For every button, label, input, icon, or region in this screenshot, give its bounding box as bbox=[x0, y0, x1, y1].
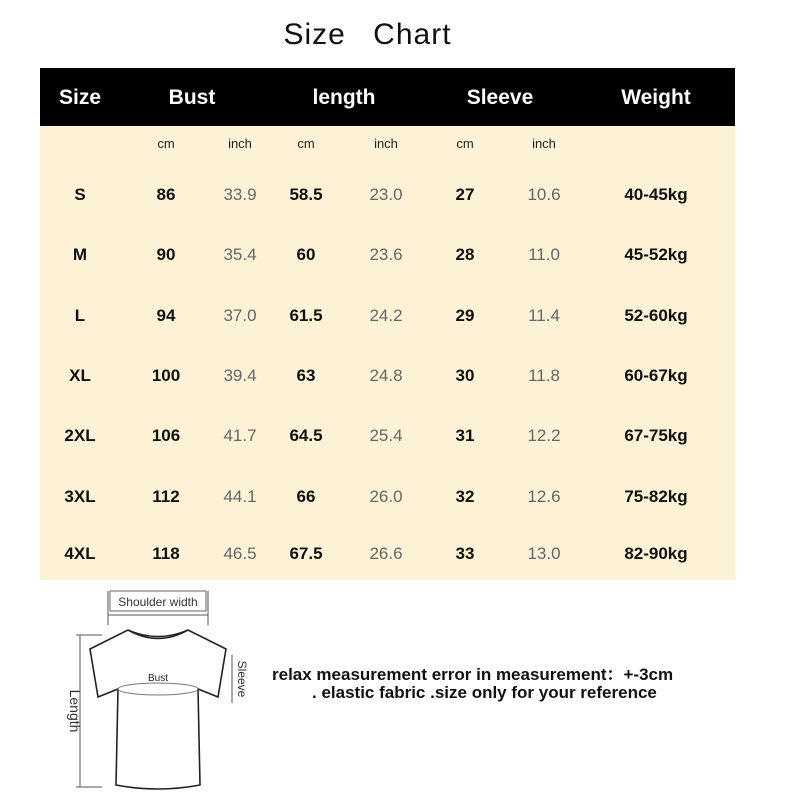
unit-sleeve-inch: inch bbox=[532, 136, 556, 151]
cell-length-cm: 63 bbox=[296, 366, 316, 385]
cell-sleeve-cm: 31 bbox=[455, 426, 475, 445]
cell-bust-cm: 94 bbox=[156, 306, 176, 325]
cell-sleeve-cm: 30 bbox=[455, 366, 475, 385]
header-bust: Bust bbox=[168, 86, 216, 109]
cell-length-cm: 64.5 bbox=[289, 426, 323, 445]
cell-sleeve-inch: 11.0 bbox=[528, 245, 560, 264]
cell-bust-cm: 112 bbox=[152, 487, 180, 506]
cell-weight: 82-90kg bbox=[624, 544, 688, 563]
cell-length-cm: 58.5 bbox=[289, 185, 323, 204]
cell-bust-cm: 90 bbox=[156, 245, 176, 264]
cell-length-inch: 24.2 bbox=[369, 306, 403, 325]
bust-label: Bust bbox=[147, 673, 169, 684]
cell-bust-cm: 86 bbox=[156, 185, 176, 204]
cell-bust-cm: 118 bbox=[152, 544, 180, 563]
header-weight: Weight bbox=[621, 86, 691, 109]
cell-sleeve-cm: 33 bbox=[455, 544, 475, 563]
sleeve-label: Sleeve bbox=[235, 660, 249, 698]
size-chart-table bbox=[40, 68, 735, 580]
cell-length-cm: 66 bbox=[296, 487, 316, 506]
cell-sleeve-cm: 32 bbox=[455, 487, 475, 506]
unit-length-cm: cm bbox=[297, 136, 315, 151]
unit-sleeve-cm: cm bbox=[456, 136, 474, 151]
cell-sleeve-inch: 12.2 bbox=[527, 426, 561, 445]
cell-size: 3XL bbox=[64, 487, 96, 506]
header-length: length bbox=[312, 86, 376, 109]
cell-bust-cm: 106 bbox=[151, 426, 181, 445]
table-header bbox=[40, 68, 735, 126]
unit-length-inch: inch bbox=[374, 136, 398, 151]
cell-sleeve-inch: 11.4 bbox=[528, 306, 560, 325]
cell-weight: 75-82kg bbox=[624, 487, 688, 506]
cell-bust-inch: 41.7 bbox=[223, 426, 257, 445]
cell-bust-inch: 33.9 bbox=[223, 185, 257, 204]
cell-weight: 67-75kg bbox=[624, 426, 688, 445]
cell-sleeve-inch: 11.8 bbox=[528, 366, 560, 385]
cell-length-inch: 23.0 bbox=[369, 185, 403, 204]
note-reference: . elastic fabric .size only for your reference bbox=[312, 683, 657, 702]
cell-length-cm: 61.5 bbox=[289, 306, 323, 325]
cell-bust-inch: 39.4 bbox=[223, 366, 257, 385]
cell-size: XL bbox=[69, 366, 91, 385]
cell-bust-inch: 37.0 bbox=[223, 306, 257, 325]
header-sleeve: Sleeve bbox=[466, 86, 534, 109]
page-title: Size Chart bbox=[283, 18, 452, 51]
cell-sleeve-cm: 29 bbox=[455, 306, 475, 325]
cell-sleeve-inch: 12.6 bbox=[527, 487, 561, 506]
cell-bust-inch: 35.4 bbox=[223, 245, 257, 264]
cell-length-inch: 23.6 bbox=[369, 245, 403, 264]
header-size: Size bbox=[58, 86, 102, 109]
cell-size: 2XL bbox=[64, 426, 96, 445]
unit-bust-cm: cm bbox=[157, 136, 175, 151]
cell-length-cm: 60 bbox=[296, 245, 316, 264]
cell-sleeve-inch: 13.0 bbox=[527, 544, 561, 563]
cell-weight: 45-52kg bbox=[624, 245, 688, 264]
cell-bust-inch: 46.5 bbox=[223, 544, 257, 563]
cell-length-cm: 67.5 bbox=[289, 544, 323, 563]
unit-bust-inch: inch bbox=[228, 136, 252, 151]
tshirt-measurement-diagram bbox=[58, 585, 258, 795]
cell-length-inch: 24.8 bbox=[369, 366, 403, 385]
cell-size: L bbox=[74, 306, 86, 325]
cell-size: M bbox=[72, 245, 88, 264]
cell-weight: 52-60kg bbox=[624, 306, 688, 325]
cell-sleeve-cm: 27 bbox=[455, 185, 475, 204]
cell-length-inch: 25.4 bbox=[369, 426, 403, 445]
note-measurement: relax measurement error in measurement：+-3cm bbox=[272, 665, 674, 684]
cell-bust-cm: 100 bbox=[151, 366, 181, 385]
cell-size: S bbox=[74, 185, 86, 204]
cell-size: 4XL bbox=[64, 544, 96, 563]
cell-length-inch: 26.6 bbox=[369, 544, 403, 563]
cell-weight: 40-45kg bbox=[624, 185, 688, 204]
length-label: Length bbox=[67, 689, 83, 733]
cell-sleeve-inch: 10.6 bbox=[527, 185, 561, 204]
cell-length-inch: 26.0 bbox=[369, 487, 403, 506]
shoulder-width-label: Shoulder width bbox=[118, 595, 198, 609]
tshirt-icon bbox=[90, 630, 226, 789]
cell-bust-inch: 44.1 bbox=[223, 487, 257, 506]
cell-sleeve-cm: 28 bbox=[455, 245, 475, 264]
cell-weight: 60-67kg bbox=[624, 366, 688, 385]
